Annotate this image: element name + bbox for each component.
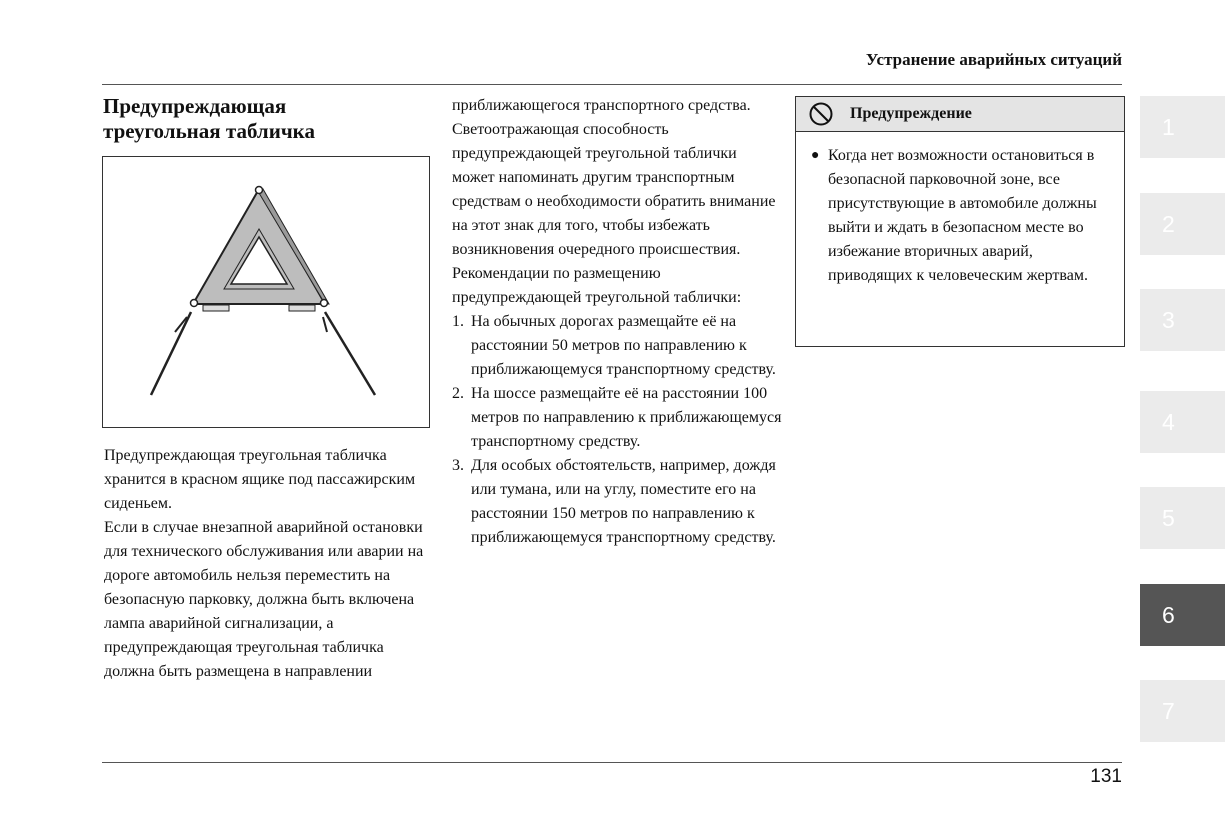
chapter-title: Устранение аварийных ситуаций xyxy=(865,50,1122,69)
warning-text: Когда нет возможности остановиться в безопасной парковочной зоне, все присутствующие в автомобиле должны выйти и ждать в безопасном месте во избежание вторичных аварий, приводящих к человеческим жертвам. xyxy=(828,147,1097,284)
warning-title: Предупреждение xyxy=(850,105,972,122)
section-title-line1: Предупреждающая xyxy=(103,94,287,118)
list-text: На обычных дорогах размещайте её на расстоянии 50 метров по направлению к приближающемуся транспортному средству. xyxy=(471,313,776,378)
paragraph: Светоотражающая способность предупреждающей треугольной таблички может напоминать другим транспортным средствам о необходимости обратить внимание на этот знак для того, чтобы избежать возникновения очередного происшествия. xyxy=(452,121,776,258)
list-item xyxy=(452,310,782,382)
bullet-icon: ● xyxy=(811,148,820,163)
chapter-tab-5[interactable]: 5 xyxy=(1140,487,1225,549)
list-number: 3. xyxy=(452,457,464,474)
prohibition-icon xyxy=(808,101,834,127)
header-divider xyxy=(102,84,1122,85)
warning-triangle-illustration xyxy=(103,157,429,427)
chapter-tab-1[interactable]: 1 xyxy=(1140,96,1225,158)
text-column-1 xyxy=(104,444,432,684)
list-text: Для особых обстоятельств, например, дождя или тумана, или на углу, поместите его на расстоянии 150 метров по направлению к приближающемуся транспортному средству. xyxy=(471,457,776,546)
paragraph: Если в случае внезапной аварийной остановки для технического обслуживания или аварии на дороге автомобиль нельзя переместить на безопасную парковку, должна быть включена лампа аварийной сигнализации, а предупреждающая треугольная табличка должна быть размещена в направлении xyxy=(104,519,424,680)
page-number: 131 xyxy=(1090,766,1122,787)
paragraph: Предупреждающая треугольная табличка хранится в красном ящике под пассажирским сиденьем. xyxy=(104,447,416,512)
chapter-tab-4[interactable]: 4 xyxy=(1140,391,1225,453)
warning-body xyxy=(796,132,1124,288)
warning-box xyxy=(795,96,1125,347)
placement-list xyxy=(452,310,782,550)
footer-divider xyxy=(102,762,1122,763)
chapter-tab-7[interactable]: 7 xyxy=(1140,680,1225,742)
list-item xyxy=(452,454,782,550)
warning-triangle-figure xyxy=(102,156,430,428)
section-title xyxy=(103,94,423,144)
chapter-tab-2[interactable]: 2 xyxy=(1140,193,1225,255)
warning-header xyxy=(796,97,1124,132)
text-column-2 xyxy=(452,94,782,550)
paragraph: Рекомендации по размещению предупреждающей треугольной таблички: xyxy=(452,265,742,306)
paragraph: приближающегося транспортного средства. xyxy=(452,97,751,114)
section-title-line2: треугольная табличка xyxy=(103,119,315,143)
list-item xyxy=(452,382,782,454)
list-number: 2. xyxy=(452,385,464,402)
list-number: 1. xyxy=(452,313,464,330)
chapter-tab-3[interactable]: 3 xyxy=(1140,289,1225,351)
list-text: На шоссе размещайте её на расстоянии 100 метров по направлению к приближающемуся транспортному средству. xyxy=(471,385,782,450)
chapter-tab-6[interactable]: 6 xyxy=(1140,584,1225,646)
